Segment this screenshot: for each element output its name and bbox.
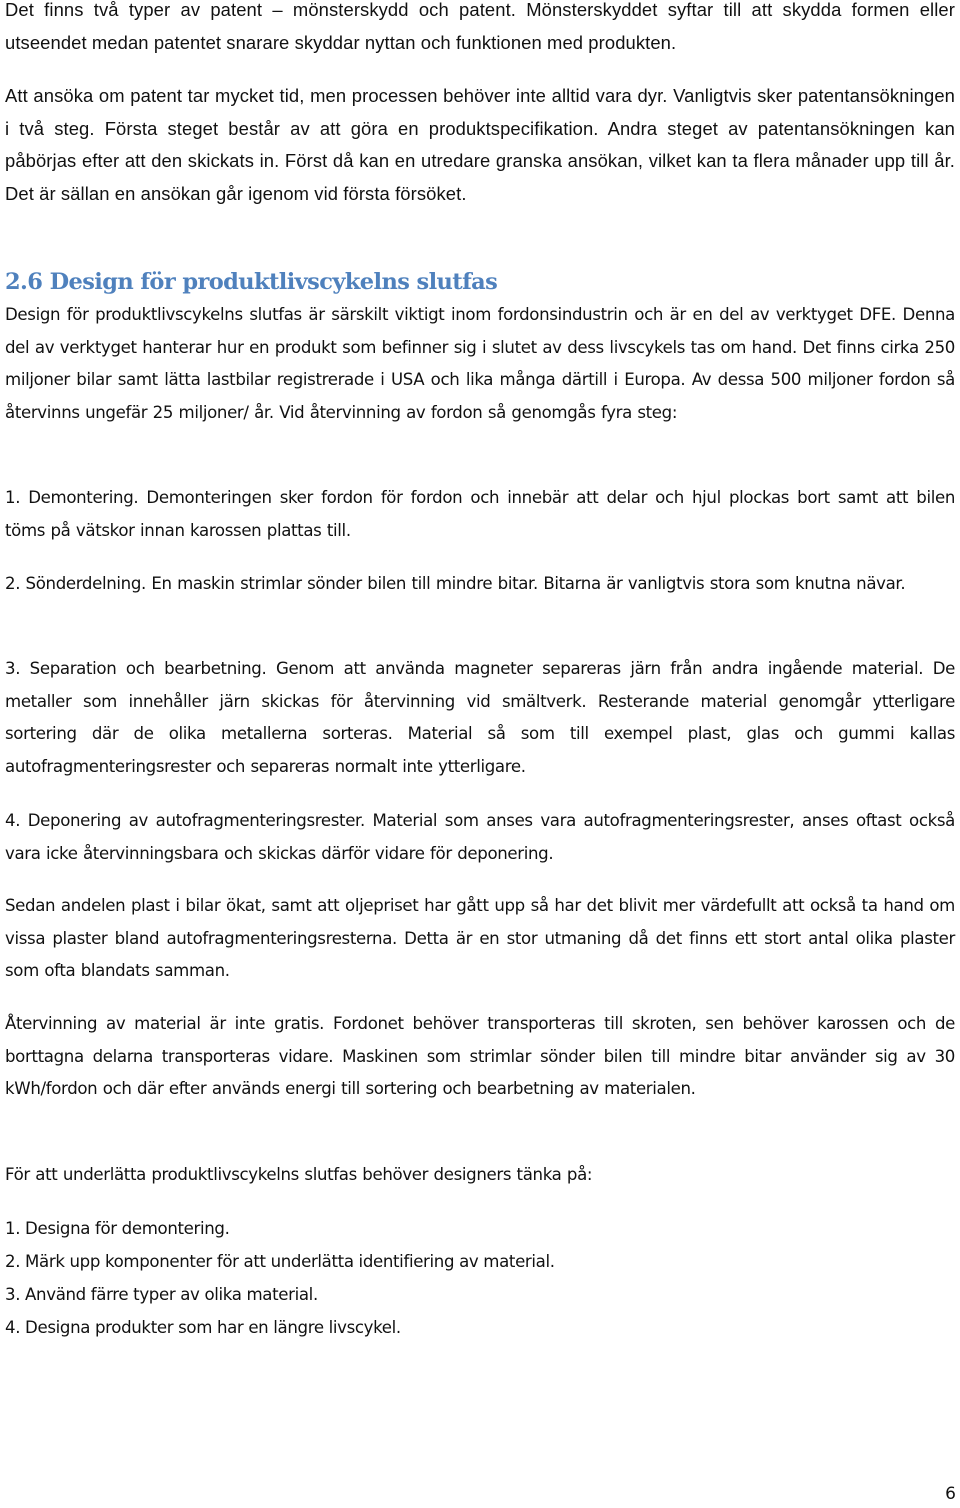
section-intro-paragraph: Design för produktlivscykelns slutfas är särskilt viktigt inom fordonsindustrin och är en del av verktyget DFE. Denna del av verktyget hanterar hur en produkt som befinner sig i slutet av dess livscykels tas om hand. Det finns cirka 250 miljoner bilar samt lätta lastbilar registrerade i USA och lika många därtill i Europa. Av dessa 500 miljoner fordon så återvinns ungefär 25 miljoner/ år. Vid återvinning av fordon så genomgås fyra steg: — [5, 305, 955, 422]
patent-types-paragraph: Det finns två typer av patent – mönsterskydd och patent. Mönsterskyddet syftar till att skydda formen eller utseendet medan patentet snarare skyddar nyttan och funktionen med produkten. — [5, 0, 955, 53]
step-3-paragraph: 3. Separation och bearbetning. Genom att använda magneter separeras järn från andra ingående material. De metaller som innehåller järn skickas för återvinning vid smältverk. Resterande material genomgår ytterligare sortering där de olika metallerna sorteras. Material så som till exempel plast, glas och gummi kallas autofragmenteringsrester och separeras normalt inte ytterligare. — [5, 659, 955, 776]
patent-process-paragraph: Att ansöka om patent tar mycket tid, men processen behöver inte alltid vara dyr. Vanligtvis sker patentansökningen i två steg. Första steget består av att göra en produktspecifikation. Andra steget av patentansökningen kan påbörjas efter att den skickats in. Först då kan en utredare granska ansökan, vilket kan ta flera månader upp till år. Det är sällan en ansökan går igenom vid första försöket. — [5, 85, 955, 204]
recycling-cost-paragraph: Återvinning av material är inte gratis. Fordonet behöver transporteras till skroten, sen behöver karossen och de borttagna delarna transporteras vidare. Maskinen som strimlar sönder bilen till mindre bitar använder sig av 30 kWh/fordon och där efter används energi till sortering och bearbetning av materialen. — [5, 1014, 955, 1098]
step-4-paragraph: 4. Deponering av autofragmenteringsrester. Material som anses vara autofragmenteringsrester, anses oftast också vara icke återvinningsbara och skickas därför vidare för deponering. — [5, 811, 955, 863]
list-item: 4. Designa produkter som har en längre livscykel. — [5, 1318, 401, 1337]
step-1-paragraph: 1. Demontering. Demonteringen sker fordon för fordon och innebär att delar och hjul plockas bort samt att bilen töms på vätskor innan karossen plattas till. — [5, 488, 955, 540]
list-item: 3. Använd färre typer av olika material. — [5, 1285, 318, 1304]
section-heading: 2.6 Design för produktlivscykelns slutfas — [5, 269, 498, 295]
designers-list — [5, 1212, 555, 1344]
designers-intro-paragraph: För att underlätta produktlivscykelns slutfas behöver designers tänka på: — [5, 1165, 593, 1184]
plastics-paragraph: Sedan andelen plast i bilar ökat, samt att oljepriset har gått upp så har det blivit mer värdefullt att också ta hand om vissa plaster bland autofragmenteringsresterna. Detta är en stor utmaning då det finns ett stort antal olika plaster som ofta blandats samman. — [5, 896, 955, 980]
list-item: 1. Designa för demontering. — [5, 1219, 230, 1238]
list-item: 2. Märk upp komponenter för att underlätta identifiering av material. — [5, 1252, 555, 1271]
page-number: 6 — [945, 1484, 956, 1504]
step-2-paragraph: 2. Sönderdelning. En maskin strimlar sönder bilen till mindre bitar. Bitarna är vanligtvis stora som knutna nävar. — [5, 574, 906, 593]
